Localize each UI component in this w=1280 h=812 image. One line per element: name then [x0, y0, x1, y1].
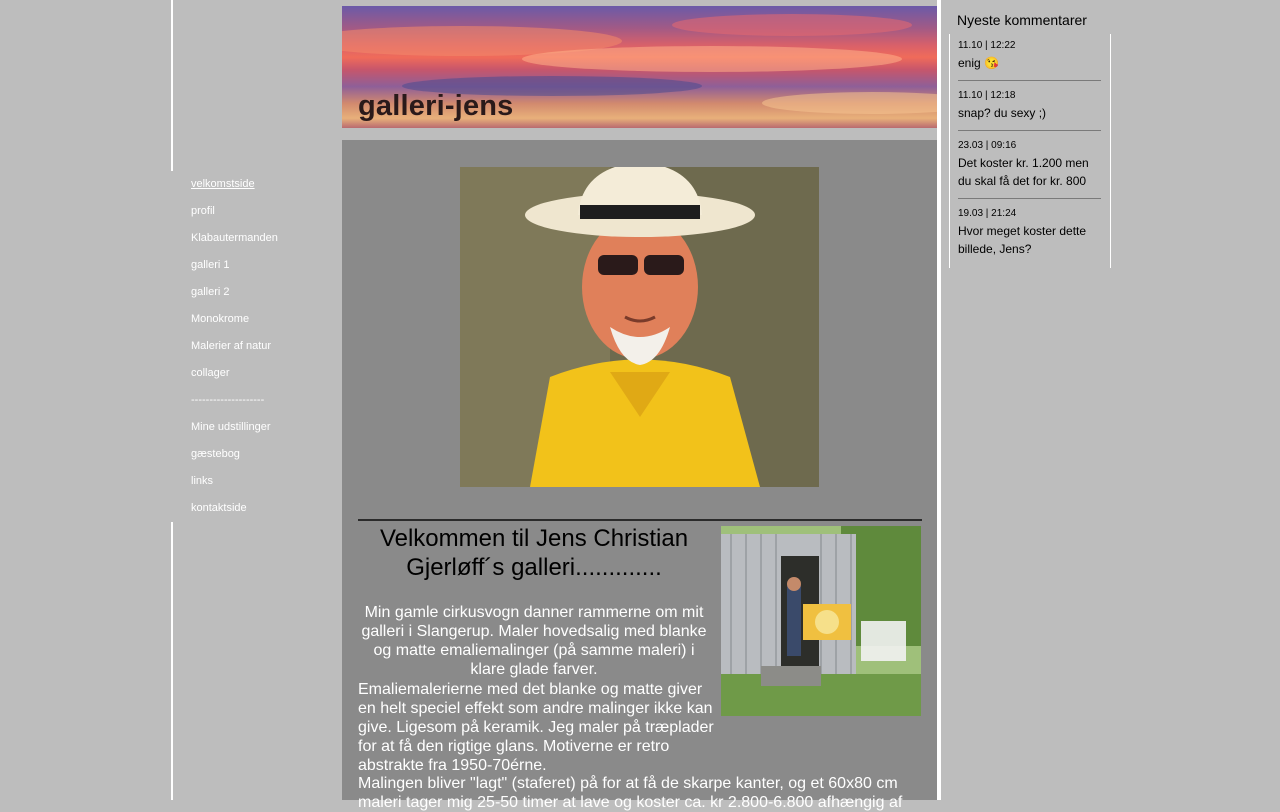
comment-text: Hvor meget koster dette billede, Jens?: [958, 224, 1087, 256]
comment-item[interactable]: [958, 140, 1101, 199]
main-navigation: [191, 173, 278, 524]
nav-item-klabautermanden[interactable]: Klabautermanden: [191, 232, 278, 244]
comment-text: snap? du sexy ;): [958, 106, 1047, 120]
nav-item-gaestebog[interactable]: gæstebog: [191, 448, 240, 460]
nav-item-monokrome[interactable]: Monokrome: [191, 313, 250, 325]
nav-separator: --------------------: [191, 394, 265, 406]
artist-portrait-image: [460, 167, 819, 487]
comment-text: enig 😘: [958, 56, 999, 70]
cloud-streak: [522, 46, 902, 72]
welcome-heading: Velkommen til Jens Christian Gjerløff´s galleri.............: [379, 525, 689, 581]
nav-item-galleri-1[interactable]: galleri 1: [191, 259, 230, 271]
comment-timestamp: 11.10 | 12:22: [958, 40, 1016, 51]
nav-item-galleri-2[interactable]: galleri 2: [191, 286, 230, 298]
portrait-illustration: [460, 167, 819, 487]
left-sidebar: [171, 0, 342, 800]
comment-item[interactable]: [958, 208, 1101, 266]
cloud-streak: [762, 92, 937, 114]
content-divider: [358, 519, 922, 521]
comments-list: [949, 34, 1111, 268]
nav-item-mine-udstillinger[interactable]: Mine udstillinger: [191, 421, 271, 433]
right-divider: [937, 0, 941, 800]
nav-item-kontaktside[interactable]: kontaktside: [191, 502, 247, 514]
nav-item-malerier-af-natur[interactable]: Malerier af natur: [191, 340, 272, 352]
comments-heading: Nyeste kommentarer: [957, 12, 1087, 28]
caravan-painting-photo: [721, 526, 921, 716]
comment-item[interactable]: [958, 90, 1101, 131]
comment-item[interactable]: [958, 40, 1101, 81]
caravan-illustration: [721, 526, 921, 716]
comment-timestamp: 23.03 | 09:16: [958, 140, 1017, 151]
comment-text: Det koster kr. 1.200 men du skal få det for kr. 800: [958, 156, 1089, 188]
intro-paragraph: Min gamle cirkusvogn danner rammerne om mit galleri i Slangerup. Maler hovedsalig med blanke og matte emaliemalinger (på samme maleri) i klare glade farver.: [361, 604, 707, 678]
header-gap: [342, 128, 937, 140]
emalje-paragraph: Emaliemalerierne med det blanke og matte giver en helt speciel effekt som andre malinger ikke kan give. Ligesom på keramik. Jeg maler på træplader for at få den rigtige glans. Motiverne er retro abstrakte fra 1950-70érne.: [358, 681, 714, 774]
nav-item-links[interactable]: links: [191, 475, 214, 487]
technique-paragraph: Malingen bliver "lagt" (staferet) på for at få de skarpe kanter, og et 60x80 cm maleri tager mig 25-50 timer at lave og koster ca. kr 2.800-6.800 afhængig af: [358, 775, 903, 811]
sunset-banner: [342, 6, 937, 128]
site-title: galleri-jens: [358, 90, 514, 122]
nav-item-velkomstside[interactable]: velkomstside: [191, 178, 255, 190]
comment-timestamp: 11.10 | 12:18: [958, 90, 1016, 101]
sidebar-divider-top: [171, 0, 173, 171]
main-content: [342, 0, 937, 811]
cloud-streak: [672, 14, 912, 36]
sidebar-divider-bottom: [171, 522, 173, 800]
nav-item-collager[interactable]: collager: [191, 367, 230, 379]
comment-timestamp: 19.03 | 21:24: [958, 208, 1017, 219]
nav-item-profil[interactable]: profil: [191, 205, 215, 217]
